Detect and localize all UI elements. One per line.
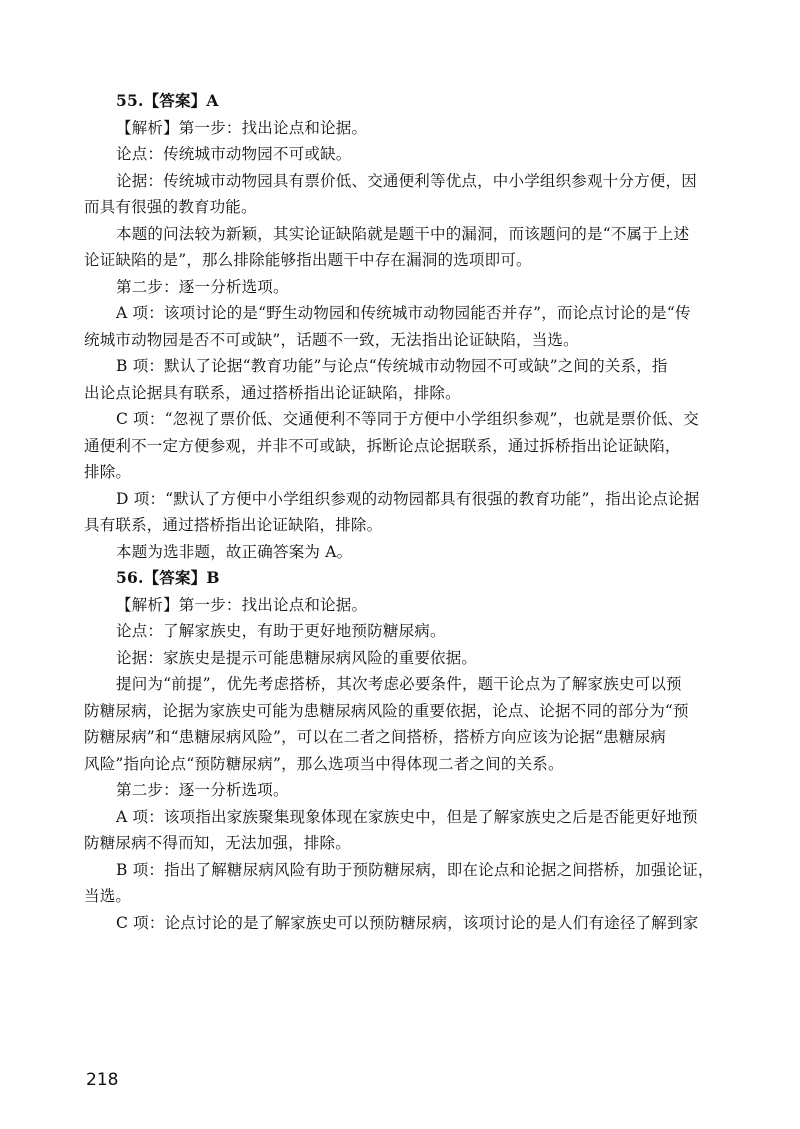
text-line: 第二步：逐一分析选项。 bbox=[116, 781, 289, 799]
text-line: 论据：家族史是提示可能患糖尿病风险的重要依据。 bbox=[116, 648, 478, 667]
text-line: 本题为选非题，故正确答案为 A。 bbox=[116, 542, 353, 561]
text-line: 本题的问法较为新颖，其实论证缺陷就是题干中的漏洞，而该题问的是“不属于上述 bbox=[116, 224, 690, 243]
text-line: B 项：指出了解糖尿病风险有助于预防糖尿病，即在论点和论据之间搭桥，加强论证， bbox=[116, 860, 714, 879]
text-line: 论据：传统城市动物园具有票价低、交通便利等优点，中小学组织参观十分方便，因 bbox=[116, 171, 697, 190]
text-line: 通便利不一定方便参观，并非不可或缺，拆断论点论据联系，通过拆桥指出论证缺陷， bbox=[84, 436, 681, 455]
text-line: 风险”指向论点“预防糖尿病”，那么选项当中得体现二者之间的关系。 bbox=[84, 754, 564, 773]
text-line: 【解析】第一步：找出论点和论据。 bbox=[116, 118, 368, 137]
text-line: D 项：“默认了方便中小学组织参观的动物园都具有很强的教育功能”，指出论点论据 bbox=[116, 489, 700, 508]
text-line: 排除。 bbox=[84, 463, 132, 481]
text-line: 出论点论据具有联系，通过搭桥指出论证缺陷，排除。 bbox=[84, 383, 461, 402]
text-line: 而具有很强的教育功能。 bbox=[84, 198, 257, 216]
text-line: A 项：该项指出家族聚集现象体现在家族史中，但是了解家族史之后是否能更好地预 bbox=[116, 807, 698, 826]
text-line: 55.【答案】A bbox=[116, 91, 219, 110]
text-line: 当选。 bbox=[84, 887, 132, 905]
text-line: 论点：传统城市动物园不可或缺。 bbox=[116, 145, 352, 163]
text-line: C 项：论点讨论的是了解家族史可以预防糖尿病，该项讨论的是人们有途径了解到家 bbox=[116, 913, 699, 932]
page-number: 218 bbox=[86, 1070, 119, 1090]
text-line: B 项：默认了论据“教育功能”与论点“传统城市动物园不可或缺”之间的关系，指 bbox=[116, 357, 668, 375]
text-line: A 项：该项讨论的是“野生动物园和传统城市动物园能否并存”，而论点讨论的是“传 bbox=[116, 304, 691, 322]
text-line: 统城市动物园是否不可或缺”，话题不一致，无法指出论证缺陷，当选。 bbox=[84, 330, 579, 349]
text-line: 【解析】第一步：找出论点和论据。 bbox=[116, 595, 368, 614]
text-line: 论点：了解家族史，有助于更好地预防糖尿病。 bbox=[116, 622, 446, 640]
text-line: 防糖尿病不得而知，无法加强，排除。 bbox=[84, 834, 351, 852]
text-line: 56.【答案】B bbox=[116, 568, 220, 587]
text-line: 提问为“前提”，优先考虑搭桥，其次考虑必要条件，题干论点为了解家族史可以预 bbox=[116, 675, 682, 693]
page-body bbox=[84, 88, 720, 936]
text-line: 防糖尿病，论据为家族史可能为患糖尿病风险的重要依据，论点、论据不同的部分为“预 bbox=[84, 701, 689, 720]
text-line: C 项：“忽视了票价低、交通便利不等同于方便中小学组织参观”，也就是票价低、交 bbox=[116, 410, 699, 428]
text-line: 防糖尿病”和“患糖尿病风险”，可以在二者之间搭桥，搭桥方向应该为论据“患糖尿病 bbox=[84, 728, 666, 746]
text-line: 论证缺陷的是”，那么排除能够指出题干中存在漏洞的选项即可。 bbox=[84, 251, 532, 269]
text-line: 具有联系，通过搭桥指出论证缺陷，排除。 bbox=[84, 516, 383, 534]
text-line: 第二步：逐一分析选项。 bbox=[116, 277, 289, 296]
